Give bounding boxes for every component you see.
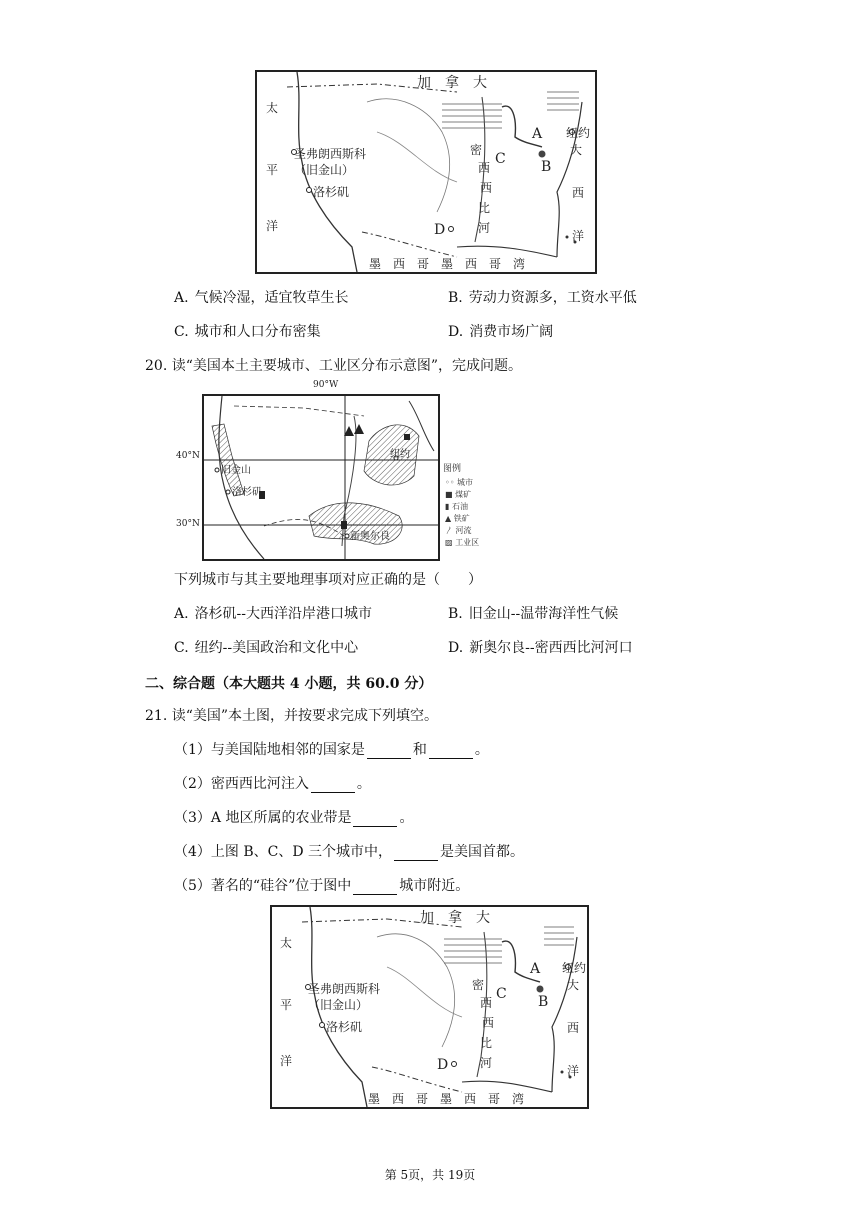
map1-label-a: A xyxy=(532,126,543,142)
usa-map-top xyxy=(255,70,597,274)
q19-option-d-text: 消费市场广阔 xyxy=(469,324,554,340)
legend-coal xyxy=(445,489,471,500)
legend-industry xyxy=(445,537,479,548)
legend-iron-icon: ▲ xyxy=(445,514,454,523)
q19-option-c-label: C. xyxy=(174,324,189,340)
q21-item-3-pre: （3）A 地区所属的农业带是 xyxy=(174,810,352,826)
map2-label-d: D xyxy=(437,1057,449,1073)
map1-label-miss-4: 比 xyxy=(478,201,491,215)
q21-item-4 xyxy=(174,843,524,861)
q20-option-b[interactable] xyxy=(448,605,618,623)
q21-item-1-mid: 和 xyxy=(412,742,427,758)
q20-option-c-label: C. xyxy=(174,640,189,656)
map2-label-c: C xyxy=(496,986,507,1002)
map2-label-miss-5: 河 xyxy=(480,1056,493,1070)
map2-label-canada: 加 拿 大 xyxy=(420,910,490,926)
legend-river-label: 河流 xyxy=(455,526,472,535)
legend-city-icon: ◦◦ xyxy=(445,478,457,487)
q20-question: 下列城市与其主要地理事项对应正确的是（ ） xyxy=(174,572,482,588)
map1-label-d: D xyxy=(434,222,446,238)
legend-oil-icon: ▮ xyxy=(445,502,452,511)
q20-option-b-label: B. xyxy=(448,606,463,622)
legend-city-label: 城市 xyxy=(456,478,473,487)
industry-map-lat30-label: 30°N xyxy=(176,519,200,529)
section-heading: 二、综合题（本大题共 4 小题，共 60.0 分） xyxy=(145,676,433,692)
q20-option-c-text: 纽约--美国政治和文化中心 xyxy=(194,640,359,656)
q20-option-a-label: A. xyxy=(174,606,189,622)
legend-river-icon: 〳 xyxy=(445,526,456,535)
map1-label-atlantic-2: 西 xyxy=(572,186,585,200)
industry-map-legend xyxy=(441,461,497,561)
map2-label-atlantic-1: 大 xyxy=(567,978,580,992)
q19-option-a-label: A. xyxy=(174,290,189,306)
q21-item-4-blank[interactable] xyxy=(394,846,438,861)
legend-iron-label: 铁矿 xyxy=(453,514,470,523)
q21-stem xyxy=(145,707,438,725)
map1-label-pacific-1: 太 xyxy=(266,101,279,115)
map1-label-miss-2: 西 xyxy=(478,161,491,175)
q21-number: 21. xyxy=(145,708,168,724)
q21-item-5-pre: （5）著名的“硅谷”位于图中 xyxy=(174,878,352,894)
industry-map-label-sf: 旧金山 xyxy=(221,465,251,476)
industry-map-drawing xyxy=(204,396,438,559)
map1-label-sf-alt: （旧金山） xyxy=(294,163,355,177)
q19-option-d-label: D. xyxy=(448,324,464,340)
map2-label-atlantic-3: 洋 xyxy=(567,1064,580,1078)
q20-option-d-label: D. xyxy=(448,640,464,656)
map1-label-atlantic-1: 大 xyxy=(570,143,583,157)
q20-option-d-text: 新奥尔良--密西西比河河口 xyxy=(469,640,633,656)
map1-label-mexico-gulf: 墨 西 哥 墨 西 哥 湾 xyxy=(369,257,526,271)
q20-option-d[interactable] xyxy=(448,639,633,657)
q21-item-2-post: 。 xyxy=(356,776,371,792)
q21-item-2 xyxy=(174,775,371,793)
q19-option-c-text: 城市和人口分布密集 xyxy=(194,324,321,340)
map1-label-atlantic-3: 洋 xyxy=(572,229,585,243)
legend-coal-icon: ■ xyxy=(445,490,456,499)
q21-item-1 xyxy=(174,741,489,759)
q21-item-5 xyxy=(174,877,469,895)
legend-coal-label: 煤矿 xyxy=(455,490,472,499)
q21-item-2-pre: （2）密西西比河注入 xyxy=(174,776,309,792)
q21-item-3-post: 。 xyxy=(399,810,414,826)
q20-option-c[interactable] xyxy=(174,639,358,657)
industry-map xyxy=(176,381,496,561)
q21-item-3-blank[interactable] xyxy=(353,812,397,827)
q21-item-1-pre: （1）与美国陆地相邻的国家是 xyxy=(174,742,365,758)
q21-item-1-blank-2[interactable] xyxy=(429,744,473,759)
map1-label-newyork: 纽约 xyxy=(566,126,591,140)
q20-stem-text: 读“美国本土主要城市、工业区分布示意图”，完成问题。 xyxy=(171,358,523,374)
map2-label-a: A xyxy=(530,961,541,977)
q19-option-b[interactable] xyxy=(448,289,637,307)
q21-item-3 xyxy=(174,809,413,827)
map2-label-pacific-1: 太 xyxy=(280,936,293,950)
q20-option-a[interactable] xyxy=(174,605,372,623)
legend-oil-label: 石油 xyxy=(451,502,468,511)
q19-option-a[interactable] xyxy=(174,289,349,307)
q19-option-b-text: 劳动力资源多，工资水平低 xyxy=(468,290,637,306)
map2-label-miss-2: 西 xyxy=(480,996,493,1010)
map1-label-canada: 加 拿 大 xyxy=(417,75,487,91)
q21-item-5-blank[interactable] xyxy=(353,880,397,895)
q20-stem xyxy=(145,357,522,375)
industry-map-label-ny: 纽约 xyxy=(390,449,410,460)
map1-label-c: C xyxy=(495,151,506,167)
page-footer: 第 5页，共 19页 xyxy=(384,1168,476,1182)
q21-stem-text: 读“美国”本土图，并按要求完成下列填空。 xyxy=(171,708,439,724)
map1-label-miss-3: 西 xyxy=(480,181,493,195)
map1-label-sf: 圣弗朗西斯科 xyxy=(294,147,367,161)
map1-label-miss-5: 河 xyxy=(478,221,491,235)
industry-map-label-la: 洛杉矶 xyxy=(232,487,262,498)
q21-item-5-post: 城市附近。 xyxy=(399,878,470,894)
q21-item-4-post: 是美国首都。 xyxy=(440,844,525,860)
legend-industry-label: 工业区 xyxy=(455,538,480,547)
q21-item-2-blank[interactable] xyxy=(311,778,355,793)
map2-label-newyork: 纽约 xyxy=(562,961,587,975)
q21-item-1-blank-1[interactable] xyxy=(367,744,411,759)
legend-river xyxy=(445,525,472,536)
map1-label-b: B xyxy=(541,159,552,175)
industry-map-frame xyxy=(202,394,440,561)
map2-label-atlantic-2: 西 xyxy=(567,1021,580,1035)
legend-industry-icon: ▨ xyxy=(445,538,456,547)
map2-label-mexico-gulf: 墨 西 哥 墨 西 哥 湾 xyxy=(368,1092,525,1106)
map2-label-pacific-3: 洋 xyxy=(280,1054,293,1068)
map1-label-miss-1: 密 xyxy=(470,143,483,157)
q21-item-4-pre: （4）上图 B、C、D 三个城市中， xyxy=(174,844,393,860)
industry-map-label-no: 新奥尔良 xyxy=(350,531,390,542)
usa-map-bottom xyxy=(270,905,589,1109)
map2-label-miss-4: 比 xyxy=(480,1036,493,1050)
map1-label-pacific-3: 洋 xyxy=(266,219,279,233)
q20-option-a-text: 洛杉矶--大西洋沿岸港口城市 xyxy=(194,606,373,622)
legend-city xyxy=(445,477,473,488)
map2-label-sf: 圣弗朗西斯科 xyxy=(308,982,381,996)
legend-title: 图例 xyxy=(443,464,462,474)
map2-label-miss-3: 西 xyxy=(482,1016,495,1030)
q20-number: 20. xyxy=(145,358,168,374)
map1-label-la: 洛杉矶 xyxy=(313,185,350,199)
map1-label-pacific-2: 平 xyxy=(266,163,279,177)
q21-item-1-post: 。 xyxy=(474,742,489,758)
q19-option-d[interactable] xyxy=(448,323,553,341)
industry-map-lat40-label: 40°N xyxy=(176,451,200,461)
legend-oil xyxy=(445,501,468,512)
q19-option-a-text: 气候冷湿，适宜牧草生长 xyxy=(194,290,349,306)
map2-label-b: B xyxy=(538,994,549,1010)
map2-label-miss-1: 密 xyxy=(472,978,485,992)
q20-option-b-text: 旧金山--温带海洋性气候 xyxy=(468,606,619,622)
map2-label-sf-alt: （旧金山） xyxy=(308,998,369,1012)
industry-map-lon-label: 90°W xyxy=(313,380,339,390)
map2-label-pacific-2: 平 xyxy=(280,998,293,1012)
q19-option-b-label: B. xyxy=(448,290,463,306)
map2-label-la: 洛杉矶 xyxy=(326,1020,363,1034)
legend-iron xyxy=(445,513,470,524)
q19-option-c[interactable] xyxy=(174,323,321,341)
